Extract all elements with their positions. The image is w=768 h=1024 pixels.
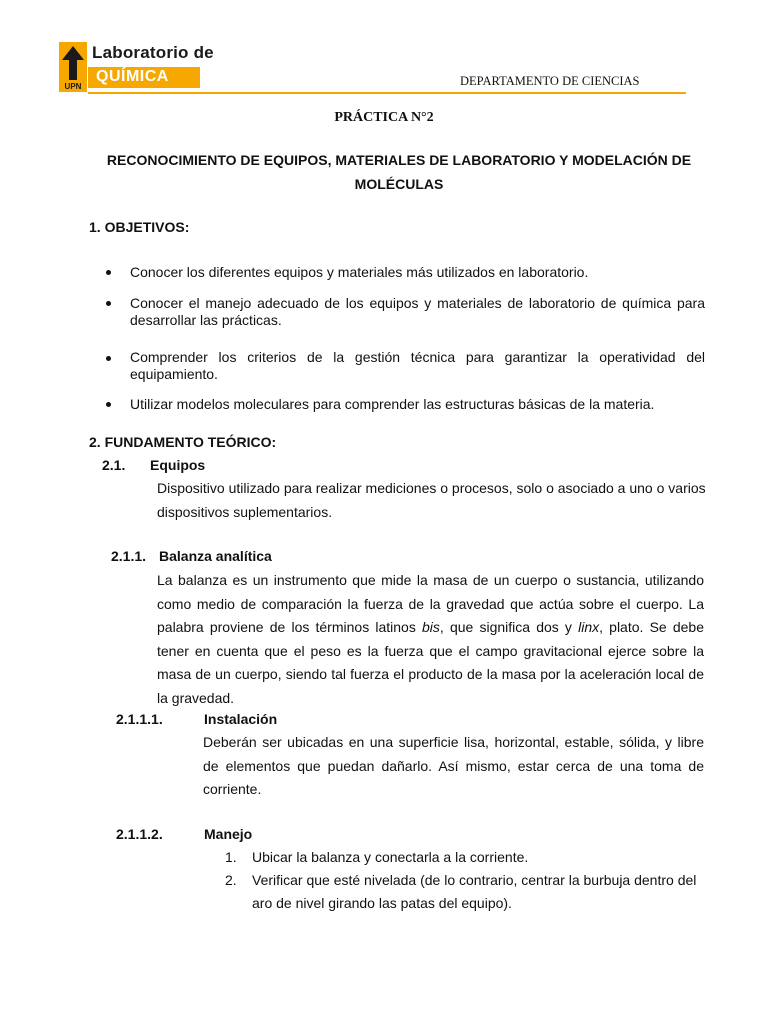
- section-2-1-text: Dispositivo utilizado para realizar mediciones o procesos, solo o asociado a uno o varios dispositivos suplementarios.: [157, 480, 706, 520]
- text-run: , plato. Se debe tener en cuenta que el peso es la fuerza que el campo gravitacional ejerce sobre la masa de un cuerpo, siendo tal fuerza el producto de la masa por la aceleración local de la gravedad.: [157, 619, 704, 706]
- objectives-heading: 1. OBJETIVOS:: [89, 219, 190, 235]
- step-text: Verificar que esté nivelada (de lo contrario, centrar la burbuja dentro del aro de nivel girando las patas del equipo).: [252, 872, 697, 911]
- objective-item: Conocer los diferentes equipos y materiales más utilizados en laboratorio.: [130, 264, 589, 280]
- department-label: DEPARTAMENTO DE CIENCIAS: [460, 74, 640, 88]
- upn-badge-text: UPN: [64, 82, 82, 91]
- step-number: 1.: [225, 849, 237, 865]
- section-2-1-1-2-title: Manejo: [204, 826, 253, 842]
- bullet-icon: [106, 270, 111, 275]
- latin-term-bis: bis: [421, 619, 440, 635]
- text-run: , que significa dos y: [439, 619, 579, 635]
- objective-item: Utilizar modelos moleculares para comprender las estructuras básicas de la materia.: [130, 396, 655, 412]
- latin-term-linx: linx: [578, 619, 600, 635]
- section-2-1-1-text: [157, 569, 704, 710]
- section-2-1-1-number: 2.1.1.: [111, 548, 147, 564]
- bullet-icon: [106, 356, 111, 361]
- title-line-2: MOLÉCULAS: [354, 176, 444, 192]
- practice-number: PRÁCTICA N°2: [334, 110, 434, 125]
- section-2-1-1-1-text: Deberán ser ubicadas en una superficie lisa, horizontal, estable, sólida, y libre de elementos que puedan dañarlo. Así mismo, estar cerca de una toma de corriente.: [203, 734, 704, 797]
- section-2-1-1-1-number: 2.1.1.1.: [116, 711, 163, 727]
- bullet-icon: [106, 301, 111, 306]
- objective-item: Comprender los criterios de la gestión técnica para garantizar la operatividad del equipamiento.: [130, 349, 705, 382]
- section-2-1-1-1-title: Instalación: [204, 711, 278, 727]
- section-2-1-title: Equipos: [150, 457, 206, 473]
- title-line-1: RECONOCIMIENTO DE EQUIPOS, MATERIALES DE LABORATORIO Y MODELACIÓN DE: [106, 152, 692, 168]
- text-run: La balanza es un instrumento que mide la masa de un cuerpo o sustancia, utilizando como medio de comparación la fuerza de la gravedad que actúa sobre el cuerpo. La palabra proviene de los términos latinos: [157, 572, 704, 635]
- step-text: Ubicar la balanza y conectarla a la corriente.: [252, 849, 529, 865]
- logo-subtitle: QUÍMICA: [96, 68, 169, 85]
- section-2-1-1-title: Balanza analítica: [159, 548, 272, 564]
- page-title: [95, 148, 703, 196]
- section-2-1-number: 2.1.: [102, 457, 126, 473]
- objective-item: Conocer el manejo adecuado de los equipos y materiales de laboratorio de química para desarrollar las prácticas.: [130, 295, 705, 328]
- upn-logo-icon: [59, 42, 87, 92]
- bullet-icon: [106, 402, 111, 407]
- header-divider: [88, 92, 686, 94]
- theory-heading: 2. FUNDAMENTO TEÓRICO:: [89, 434, 277, 450]
- logo-title: Laboratorio de: [92, 43, 214, 62]
- step-number: 2.: [225, 872, 237, 888]
- section-2-1-1-2-number: 2.1.1.2.: [116, 826, 163, 842]
